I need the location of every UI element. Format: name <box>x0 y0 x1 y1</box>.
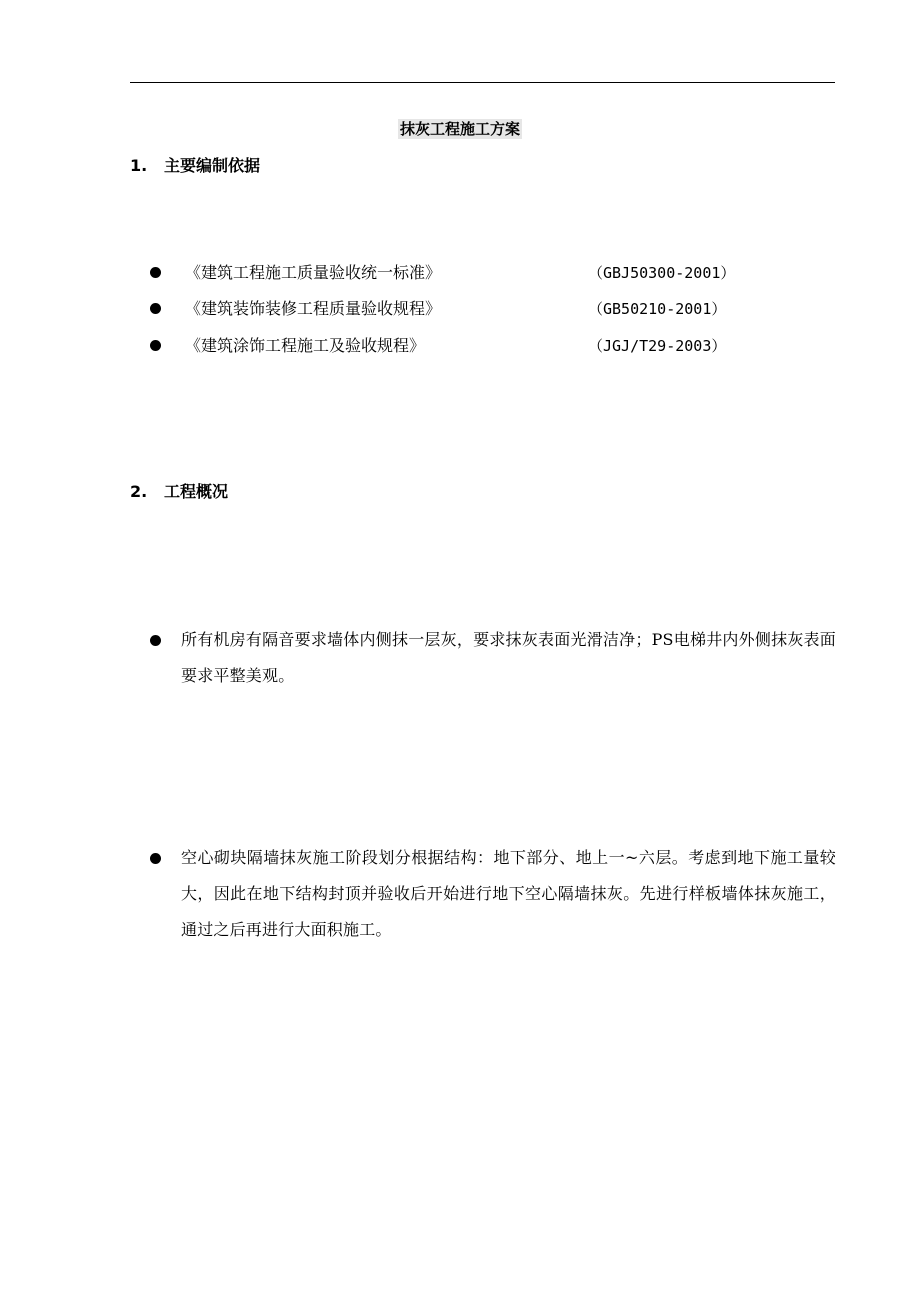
bullet-icon <box>150 853 161 864</box>
reference-item <box>150 297 850 321</box>
section-title: 主要编制依据 <box>164 156 261 175</box>
reference-title: 《建筑涂饰工程施工及验收规程》 <box>185 336 426 355</box>
document-title <box>0 118 920 140</box>
reference-item <box>150 334 850 358</box>
reference-code: （JGJ/T29-2003） <box>588 337 727 355</box>
bullet-icon <box>150 303 161 314</box>
section-heading-overview <box>130 480 228 504</box>
reference-title: 《建筑工程施工质量验收统一标准》 <box>185 263 442 282</box>
section-number: 1. <box>130 156 148 175</box>
header-rule <box>130 82 835 83</box>
section-title: 工程概况 <box>164 482 229 501</box>
paragraph-text: 所有机房有隔音要求墙体内侧抹一层灰，要求抹灰表面光滑洁净；PS电梯井内外侧抹灰表面要求平整美观。 <box>181 630 836 685</box>
bullet-icon <box>150 340 161 351</box>
reference-title: 《建筑装饰装修工程质量验收规程》 <box>185 299 442 318</box>
section-heading-basis <box>130 154 260 178</box>
bullet-icon <box>150 267 161 278</box>
reference-code: （GB50210-2001） <box>588 300 727 318</box>
document-title-text: 抹灰工程施工方案 <box>399 120 520 138</box>
bullet-icon <box>150 635 161 646</box>
paragraph-text: 空心砌块隔墙抹灰施工阶段划分根据结构：地下部分、地上一~六层。考虑到地下施工量较大，因此在地下结构封顶并验收后开始进行地下空心隔墙抹灰。先进行样板墙体抹灰施工，通过之后再进行大面积施工。 <box>181 848 836 939</box>
section-number: 2. <box>130 482 148 501</box>
reference-code: （GBJ50300-2001） <box>588 264 736 282</box>
reference-item <box>150 261 850 285</box>
